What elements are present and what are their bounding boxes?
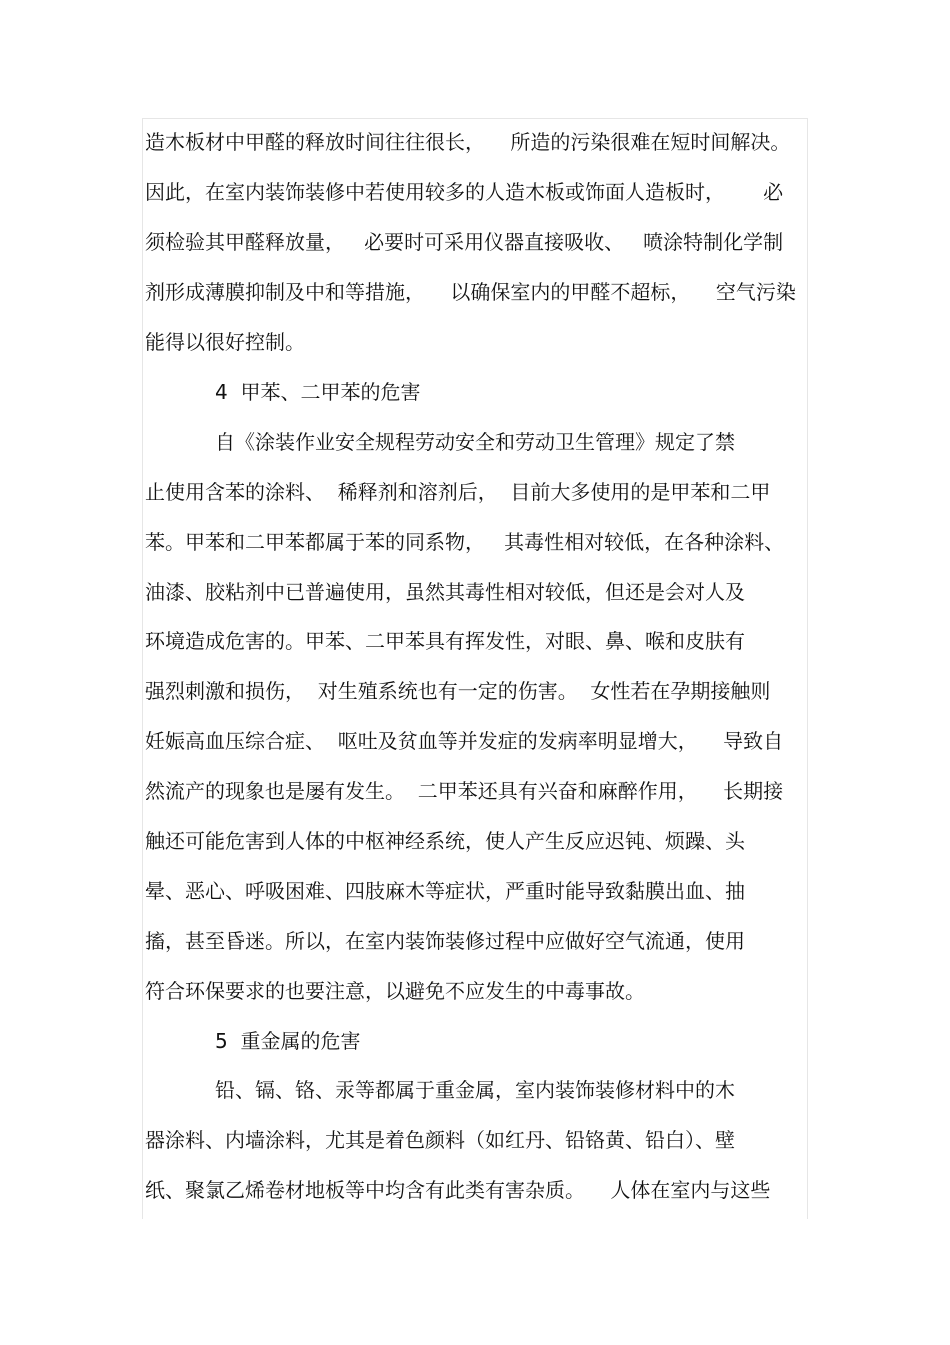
text-line: 油漆、胶粘剂中已普遍使用，虽然其毒性相对较低，但还是会对人及 bbox=[145, 580, 745, 604]
text-line: 因此，在室内装饰装修中若使用较多的人造木板或饰面人造板时， 必 bbox=[145, 180, 784, 204]
section-heading: 4 甲苯、二甲苯的危害 bbox=[215, 380, 421, 404]
text-line: 能得以很好控制。 bbox=[145, 330, 305, 354]
text-line: 器涂料、内墙涂料，尤其是着色颜料（如红丹、铅铬黄、铅白）、壁 bbox=[145, 1128, 735, 1152]
text-line: 止使用含苯的涂料、 稀释剂和溶剂后， 目前大多使用的是甲苯和二甲 bbox=[145, 480, 771, 504]
text-line: 造木板材中甲醛的释放时间往往很长， 所造的污染很难在短时间解决。 bbox=[145, 130, 791, 154]
text-line: 铅、镉、铬、汞等都属于重金属，室内装饰装修材料中的木 bbox=[215, 1078, 735, 1102]
text-line: 符合环保要求的也要注意，以避免不应发生的中毒事故。 bbox=[145, 979, 645, 1003]
text-line: 搐，甚至昏迷。所以，在室内装饰装修过程中应做好空气流通，使用 bbox=[145, 929, 745, 953]
text-line: 纸、聚氯乙烯卷材地板等中均含有此类有害杂质。 人体在室内与这些 bbox=[145, 1178, 771, 1202]
text-line: 妊娠高血压综合症、 呕吐及贫血等并发症的发病率明显增大， 导致自 bbox=[145, 729, 784, 753]
text-line: 晕、恶心、呼吸困难、四肢麻木等症状，严重时能导致黏膜出血、抽 bbox=[145, 879, 745, 903]
text-line: 环境造成危害的。甲苯、二甲苯具有挥发性，对眼、鼻、喉和皮肤有 bbox=[145, 629, 745, 653]
text-line: 苯。甲苯和二甲苯都属于苯的同系物， 其毒性相对较低，在各种涂料、 bbox=[145, 530, 785, 554]
text-line: 强烈刺激和损伤， 对生殖系统也有一定的伤害。 女性若在孕期接触则 bbox=[145, 679, 771, 703]
text-line: 触还可能危害到人体的中枢神经系统，使人产生反应迟钝、烦躁、头 bbox=[145, 829, 745, 853]
text-line: 剂形成薄膜抑制及中和等措施， 以确保室内的甲醛不超标， 空气污染 bbox=[145, 280, 796, 304]
section-heading: 5 重金属的危害 bbox=[215, 1029, 361, 1053]
text-line: 自《涂装作业安全规程劳动安全和劳动卫生管理》规定了禁 bbox=[215, 430, 735, 454]
text-line: 然流产的现象也是屡有发生。 二甲苯还具有兴奋和麻醉作用， 长期接 bbox=[145, 779, 784, 803]
text-line: 须检验其甲醛释放量， 必要时可采用仪器直接吸收、 喷涂特制化学制 bbox=[145, 230, 784, 254]
